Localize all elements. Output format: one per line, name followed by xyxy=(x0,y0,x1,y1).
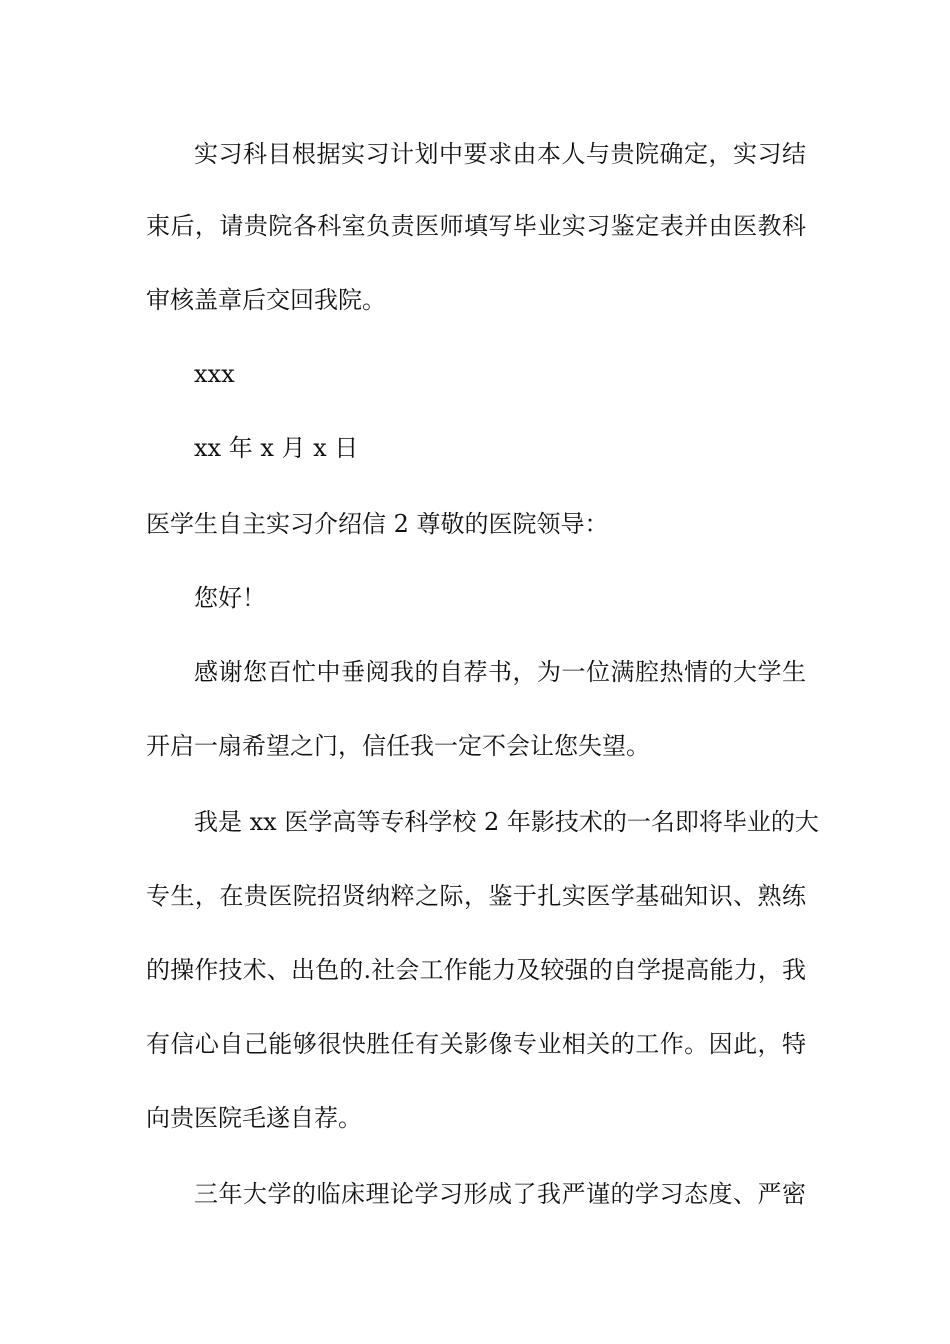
paragraph-line: 审核盖章后交回我院。 xyxy=(146,286,386,314)
paragraph-line: 三年大学的临床理论学习形成了我严谨的学习态度、严密 xyxy=(194,1180,806,1208)
paragraph-line: 的操作技术、出色的.社会工作能力及较强的自学提高能力，我 xyxy=(146,956,806,984)
paragraph-line: 专生，在贵医院招贤纳粹之际，鉴于扎实医学基础知识、熟练 xyxy=(146,882,806,910)
paragraph-line: 感谢您百忙中垂阅我的自荐书，为一位满腔热情的大学生 xyxy=(194,658,806,686)
paragraph-line: 我是 xx 医学高等专科学校 2 年影技术的一名即将毕业的大 xyxy=(194,808,819,836)
paragraph-line: 有信心自己能够很快胜任有关影像专业相关的工作。因此，特 xyxy=(146,1030,806,1058)
signature-name: xxx xyxy=(194,360,235,388)
letter-heading: 医学生自主实习介绍信 2 尊敬的医院领导： xyxy=(146,510,609,538)
greeting: 您好！ xyxy=(194,584,266,612)
signature-date: xx 年 x 月 x 日 xyxy=(194,434,359,462)
paragraph-line: 束后，请贵院各科室负责医师填写毕业实习鉴定表并由医教科 xyxy=(146,212,806,240)
paragraph-line: 向贵医院毛遂自荐。 xyxy=(146,1104,362,1132)
paragraph-line: 实习科目根据实习计划中要求由本人与贵院确定，实习结 xyxy=(194,140,806,168)
paragraph-line: 开启一扇希望之门，信任我一定不会让您失望。 xyxy=(146,732,650,760)
